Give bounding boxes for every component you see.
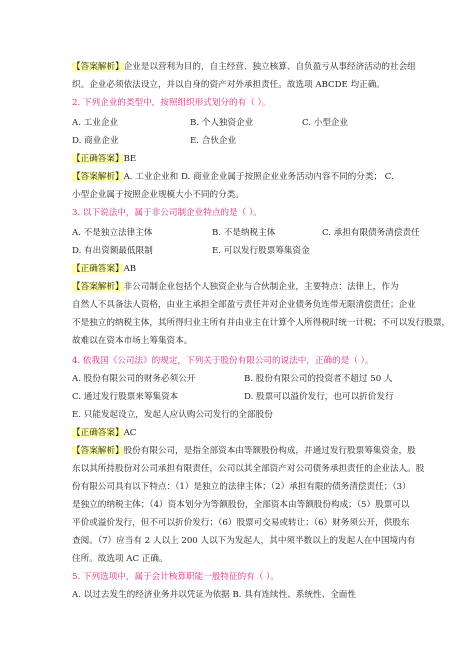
text-line	[72, 464, 425, 475]
answer-tag: 【正确答案】	[72, 428, 124, 438]
line-text: 小型企业属于按照企业规模大小不同的分类。	[72, 190, 244, 200]
answer-tag: 【答案解析】	[72, 446, 124, 456]
option-item: D. 商业企业	[72, 136, 119, 146]
answer-tag: 【正确答案】	[72, 264, 124, 274]
line-text: A. 以过去发生的经济业务并以凭证为依据 B. 具有连续性、系统性、全面性	[72, 590, 356, 600]
question-line	[72, 208, 412, 219]
text-line	[72, 190, 412, 201]
answer-tag: 【正确答案】	[72, 154, 124, 164]
option-item: E. 只能发起设立，发起人应认购公司发行的全部股份	[72, 410, 273, 420]
line-text: AC	[123, 428, 137, 438]
line-text: 不是独立的纳税主体，其所得归业主所有并由业主在计算个人所得税时统一计税；不可以发行股票，	[72, 318, 451, 328]
text-line	[72, 428, 412, 439]
option-item: C. 通过发行股票来筹集资本	[72, 392, 179, 402]
option-item: E. 合伙企业	[190, 136, 237, 146]
answer-tag: 【答案解析】	[72, 62, 124, 72]
text-line	[72, 80, 412, 91]
answer-tag: 【答案解析】	[72, 282, 124, 292]
line-text: 自然人不具备法人资格，由业主承担全部盈亏责任并对企业债务负连带无限清偿责任；企业	[72, 300, 416, 310]
line-text: 企业是以营利为目的，自主经营、独立核算、自负盈亏从事经济活动的社会组	[123, 62, 416, 72]
line-text: 查阅。（7）应当有 2 人以上 200 人以下为发起人，其中须半数以上的发起人在中国境内有	[72, 536, 416, 546]
option-item: A. 不是独立法律主体	[72, 228, 153, 238]
text-line	[72, 590, 412, 601]
text-line	[72, 536, 416, 547]
line-text: 平价或溢价发行，但不可以折价发行；（6）股票可交易或转让；（6）财务须公开，供股东	[72, 518, 410, 528]
line-text: 3. 以下说法中，属于非公司制企业特点的是（ ）。	[72, 208, 262, 218]
line-text: A. 工业企业和 D. 商业企业属于按照企业业务活动内容不同的分类； C.	[123, 172, 394, 182]
line-text: BE	[123, 154, 137, 164]
text-line	[72, 154, 412, 165]
text-line	[72, 62, 416, 73]
option-item: A. 股份有限公司的财务必须公开	[72, 374, 196, 384]
text-line	[72, 318, 451, 329]
line-text: 故难以在资本市场上筹集资本。	[72, 336, 193, 346]
text-line	[72, 282, 412, 293]
line-text: 份有限公司具有以下特点：（1）是独立的法律主体；（2）承担有限的债务清偿责任；（3）	[72, 482, 411, 492]
text-line	[72, 482, 412, 493]
option-item: D. 有出资额最低限制	[72, 246, 153, 256]
line-text: 非公司制企业包括个人独资企业与合伙制企业，主要特点：法律上，作为	[123, 282, 399, 292]
answer-tag: 【答案解析】	[72, 172, 124, 182]
text-line	[72, 336, 412, 347]
text-line	[72, 554, 412, 565]
text-line	[72, 500, 412, 511]
line-text: 2. 下列企业的类型中，按照组织形式划分的有（ ）。	[72, 98, 271, 108]
line-text: 是独立的纳税主体；（4）资本划分为等额股份，全部资本由等额股份构成；（5）股票可以	[72, 500, 410, 510]
option-item: B. 不是纳税主体	[212, 228, 276, 238]
option-item: C. 小型企业	[302, 118, 349, 128]
line-text: 股份有限公司，是指全部资本由等额股份构成，并通过发行股票筹集资金，股	[123, 446, 416, 456]
text-line	[72, 446, 416, 457]
question-line	[72, 356, 412, 367]
option-item: C. 承担有限债务清偿责任	[322, 228, 420, 238]
text-line	[72, 172, 412, 183]
text-line	[72, 300, 416, 311]
question-line	[72, 572, 412, 583]
option-item: D. 股票可以溢价发行，也可以折价发行	[244, 392, 394, 402]
option-item: B. 股份有限公司的投资者不超过 50 人	[244, 374, 393, 384]
option-item: E. 可以发行股票筹集资金	[212, 246, 310, 256]
watermark	[60, 213, 449, 416]
line-text: 东以其所持股份对公司承担有限责任，公司以其全部资产对公司债务承担责任的企业法人。股	[72, 464, 425, 474]
line-text: 4. 依我国《公司法》的规定，下列关于股份有限公司的说法中，正确的是（ ）。	[72, 356, 374, 366]
question-line	[72, 98, 412, 109]
text-line	[72, 264, 412, 275]
option-item: B. 个人独资企业	[190, 118, 254, 128]
line-text: AB	[123, 264, 137, 274]
line-text: 织。企业必须依法设立，并以自身的资产对外承担责任。故选项 ABCDE 均正确。	[72, 80, 385, 90]
option-item: A. 工业企业	[72, 118, 119, 128]
line-text: 5. 下列选项中，属于会计核算职能一般特征的有（ ）。	[72, 572, 280, 582]
line-text: 住所。故选项 AC 正确。	[72, 554, 168, 564]
text-line	[72, 518, 412, 529]
